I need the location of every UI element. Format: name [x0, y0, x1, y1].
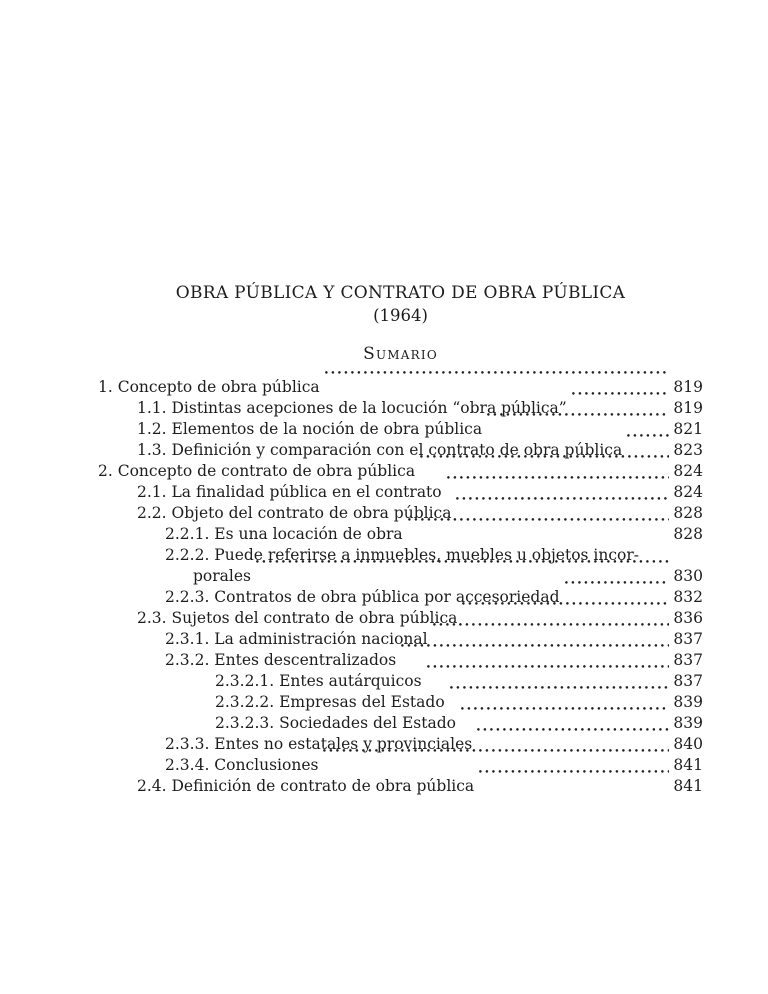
toc-page-number: 832: [673, 588, 703, 606]
toc-page-number: 830: [673, 567, 703, 585]
toc-entry: [98, 734, 703, 755]
toc-page-number: 841: [673, 777, 703, 795]
toc-entry: [98, 503, 703, 524]
toc-entry-label: 2.2.1. Es una locación de obra: [165, 525, 403, 543]
document-title: OBRA PÚBLICA Y CONTRATO DE OBRA PÚBLICA: [175, 283, 626, 303]
toc-entry-label: 2.3.4. Conclusiones: [165, 756, 319, 774]
toc-entry-label: 2.3.3. Entes no estatales y provinciales: [165, 735, 473, 753]
toc-entry-label: 2.2.2. Puede referirse a inmuebles, muebles u objetos incor-: [165, 546, 640, 564]
toc-page-number: 841: [673, 756, 703, 774]
toc-page-number: 840: [673, 735, 703, 753]
toc-entry: [98, 440, 703, 461]
toc-entry: [98, 461, 703, 482]
toc-entry: [98, 671, 703, 692]
table-of-contents: [98, 377, 703, 797]
toc-entry-label: 2. Concepto de contrato de obra pública: [98, 462, 416, 480]
toc-page-number: 823: [673, 441, 703, 459]
toc-entry: [98, 776, 703, 797]
toc-entry-label: 2.1. La finalidad pública en el contrato: [137, 483, 442, 501]
toc-entry-label: porales: [193, 567, 251, 585]
toc-page-number: 819: [673, 399, 703, 417]
toc-entry-label: 2.3.2.1. Entes autárquicos: [215, 672, 422, 690]
toc-entry-label: 2.3.2. Entes descentralizados: [165, 651, 397, 669]
toc-entry-label: 2.3. Sujetos del contrato de obra pública: [137, 609, 458, 627]
toc-page-number: 837: [673, 630, 703, 648]
toc-page-number: 836: [673, 609, 703, 627]
toc-entry-label: 2.3.2.2. Empresas del Estado: [215, 693, 445, 711]
toc-entry: [98, 755, 703, 776]
toc-entry: [98, 650, 703, 671]
toc-entry: [98, 398, 703, 419]
toc-page-number: 819: [673, 378, 703, 396]
toc-entry-label: 2.2.3. Contratos de obra pública por accesoriedad: [165, 588, 560, 606]
toc-entry-label: 2.3.1. La administración nacional: [165, 630, 428, 648]
toc-page-number: 828: [673, 525, 703, 543]
summary-heading: Sumario: [363, 344, 438, 364]
toc-entry: [98, 566, 703, 587]
toc-entry: [98, 629, 703, 650]
toc-entry: [98, 713, 703, 734]
toc-page-number: 839: [673, 714, 703, 732]
toc-page-number: 821: [673, 420, 703, 438]
toc-entry: [98, 524, 703, 545]
toc-entry: [98, 608, 703, 629]
toc-page-number: 837: [673, 651, 703, 669]
toc-entry: [98, 419, 703, 440]
toc-entry-label: 1. Concepto de obra pública: [98, 378, 320, 396]
toc-entry: [98, 545, 703, 566]
toc-page-number: 824: [673, 483, 703, 501]
toc-page-number: 837: [673, 672, 703, 690]
toc-entry-label: 2.2. Objeto del contrato de obra pública: [137, 504, 452, 522]
toc-entry-label: 1.2. Elementos de la noción de obra pública: [137, 420, 483, 438]
document-year: (1964): [373, 306, 428, 325]
toc-page-number: 828: [673, 504, 703, 522]
toc-entry-label: 2.3.2.3. Sociedades del Estado: [215, 714, 456, 732]
toc-page-number: 824: [673, 462, 703, 480]
toc-page-number: 839: [673, 693, 703, 711]
toc-entry: [98, 587, 703, 608]
toc-entry: [98, 482, 703, 503]
toc-entry-label: 2.4. Definición de contrato de obra pública: [137, 777, 475, 795]
toc-entry: [98, 692, 703, 713]
toc-entry: [98, 377, 703, 398]
toc-entry-label: 1.1. Distintas acepciones de la locución “obra pública”: [137, 399, 567, 417]
toc-entry-label: 1.3. Definición y comparación con el contrato de obra pública: [137, 441, 623, 459]
